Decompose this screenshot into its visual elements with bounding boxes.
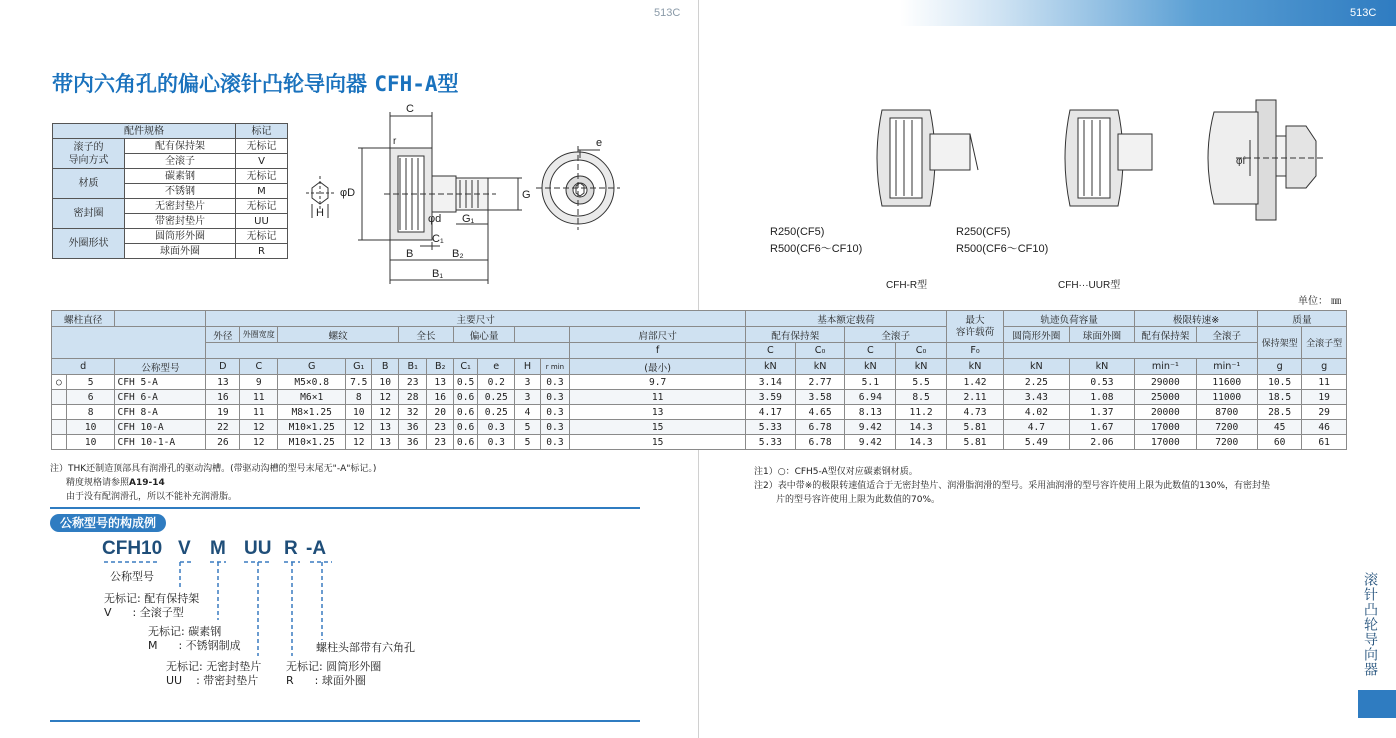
th-mass: 质量 — [1257, 311, 1346, 327]
table-cell: 4.73 — [946, 405, 1003, 420]
table-cell: 0.3 — [478, 420, 515, 435]
table-cell: 7200 — [1196, 420, 1257, 435]
table-cell: 0.3 — [478, 435, 515, 450]
table-cell: 3.43 — [1004, 390, 1070, 405]
table-cell: 32 — [398, 405, 427, 420]
variant-a-note1: R250(CF5) — [770, 226, 825, 238]
table-cell: 8 — [66, 405, 115, 420]
variant-b-note2: R500(CF6～CF10) — [956, 243, 1049, 255]
table-cell: 0.25 — [478, 390, 515, 405]
table-cell: 60 — [1257, 435, 1301, 450]
code-part-v: V — [178, 538, 191, 559]
spec-group-shape: 外圈形状 — [53, 229, 125, 259]
table-cell: 13 — [206, 375, 240, 390]
table-cell: 23 — [427, 435, 453, 450]
table-cell: 11 — [240, 405, 278, 420]
table-cell: 1.08 — [1069, 390, 1135, 405]
spec-group-seal: 密封圈 — [53, 199, 125, 229]
note-left-2-text: 精度规格请参照 — [66, 478, 130, 488]
spec-cell: 圆筒形外圈 — [125, 229, 236, 244]
table-cell: 12 — [372, 390, 398, 405]
th-C: C — [240, 359, 278, 375]
th-u-kn1: kN — [745, 359, 795, 375]
table-row — [52, 405, 1347, 420]
table-cell: 5 — [515, 435, 540, 450]
table-cell: 11 — [1302, 375, 1347, 390]
th-empty2 — [515, 327, 570, 343]
spec-cell: 无标记 — [236, 139, 288, 154]
spec-cell: UU — [236, 214, 288, 229]
spec-cell: M — [236, 184, 288, 199]
spec-table — [52, 123, 288, 259]
table-cell: 4 — [515, 405, 540, 420]
variant-b-caption: CFH···UUR型 — [1058, 280, 1121, 291]
spec-cell: 无标记 — [236, 199, 288, 214]
table-cell: 45 — [1257, 420, 1301, 435]
section-rule-top — [50, 507, 640, 509]
th-max-load: 最大 容许载荷 — [946, 311, 1003, 343]
label-material-b: M : 不锈钢制成 — [148, 639, 241, 652]
table-cell: 6.94 — [845, 390, 896, 405]
table-cell: 26 — [206, 435, 240, 450]
table-cell: 11000 — [1196, 390, 1257, 405]
table-cell: 5.81 — [946, 420, 1003, 435]
spec-cell: 碳素钢 — [125, 169, 236, 184]
table-cell: 2.25 — [1004, 375, 1070, 390]
table-cell: 11600 — [1196, 375, 1257, 390]
table-cell: CFH 6-A — [115, 390, 206, 405]
table-cell: M6×1 — [278, 390, 346, 405]
label-seal-a: 无标记: 无密封垫片 — [166, 660, 262, 673]
th-empty4 — [1004, 343, 1258, 359]
th-u-g1: g — [1257, 359, 1301, 375]
spec-cell: V — [236, 154, 288, 169]
th-G: G — [278, 359, 346, 375]
dim-c: C — [406, 103, 414, 115]
table-cell: 7200 — [1196, 435, 1257, 450]
th-blank — [115, 311, 206, 327]
table-cell: 1.67 — [1069, 420, 1135, 435]
note-right-2: 注2）表中带※的极限转速值适合于无密封垫片、润滑脂润滑的型号。采用油润滑的型号容许使用上限为此数值的130%，有密封垫 — [754, 481, 1271, 491]
table-cell: 20000 — [1135, 405, 1196, 420]
section-rule-bottom — [50, 720, 640, 722]
title-latin: CFH-A型 — [374, 72, 459, 96]
th-sph: 球面外圈 — [1069, 327, 1135, 343]
table-cell: 0.6 — [453, 435, 477, 450]
th-speed: 极限转速※ — [1135, 311, 1258, 327]
th-m-full: 全滚子型 — [1302, 327, 1347, 359]
table-cell — [52, 405, 67, 420]
table-cell: 23 — [398, 375, 427, 390]
th-f-note: (最小) — [570, 359, 746, 375]
code-part-uu: UU — [244, 538, 272, 559]
table-cell: 8700 — [1196, 405, 1257, 420]
th-d: d — [52, 359, 115, 375]
table-cell: 25000 — [1135, 390, 1196, 405]
th-u-kn3: kN — [845, 359, 896, 375]
note-left-3: 由于没有配润滑孔，所以不能补充润滑脂。 — [66, 492, 238, 502]
label-hex: 螺柱头部带有六角孔 — [316, 641, 415, 654]
table-cell: 5.33 — [745, 435, 795, 450]
table-cell: 28 — [398, 390, 427, 405]
table-cell: 5 — [515, 420, 540, 435]
spec-cell: 带密封垫片 — [125, 214, 236, 229]
th-ecc: 偏心量 — [453, 327, 514, 343]
spec-cell: 无标记 — [236, 169, 288, 184]
note-left-2-ref[interactable]: A19-14 — [129, 478, 165, 488]
table-cell: 2.77 — [795, 375, 845, 390]
table-cell: 19 — [206, 405, 240, 420]
dimension-table — [51, 310, 1347, 450]
th-cage: 配有保持架 — [745, 327, 844, 343]
table-cell: 20 — [427, 405, 453, 420]
variant-drawings — [860, 96, 1160, 226]
spec-cell: 全滚子 — [125, 154, 236, 169]
spec-header-mark: 标记 — [236, 124, 288, 139]
notes-right — [754, 465, 1270, 507]
spec-cell: 无密封垫片 — [125, 199, 236, 214]
side-chapter-tab[interactable] — [1358, 690, 1396, 718]
variant-a-caption: CFH-R型 — [886, 280, 928, 291]
table-cell: 28.5 — [1257, 405, 1301, 420]
table-row — [52, 435, 1347, 450]
table-cell: 3 — [515, 375, 540, 390]
th-model: 公称型号 — [115, 359, 206, 375]
table-row — [52, 375, 1347, 390]
table-row — [52, 420, 1347, 435]
variant-b-note1: R250(CF5) — [956, 226, 1011, 238]
table-cell: 4.02 — [1004, 405, 1070, 420]
code-part-r: R — [284, 538, 298, 559]
notes-left — [50, 462, 376, 504]
table-cell: 5.49 — [1004, 435, 1070, 450]
table-cell: 13 — [570, 405, 746, 420]
th-rmin: r min — [540, 359, 570, 375]
table-cell: 12 — [240, 435, 278, 450]
th-f: f — [570, 343, 746, 359]
th-u-kn2: kN — [795, 359, 845, 375]
th-thread: 螺纹 — [278, 327, 399, 343]
dim-phid: φd — [428, 213, 442, 225]
table-cell: 10.5 — [1257, 375, 1301, 390]
table-cell: 0.3 — [540, 405, 570, 420]
dimension-drawing — [300, 100, 640, 290]
table-cell: 0.5 — [453, 375, 477, 390]
table-cell: 5.33 — [745, 420, 795, 435]
table-cell: 9 — [240, 375, 278, 390]
th-u-min1: min⁻¹ — [1135, 359, 1196, 375]
table-cell: 3.59 — [745, 390, 795, 405]
label-material-a: 无标记: 碳素钢 — [148, 625, 222, 638]
table-cell: 9.42 — [845, 435, 896, 450]
table-cell: 10 — [66, 435, 115, 450]
table-cell: 2.06 — [1069, 435, 1135, 450]
note-right-3: 片的型号容许使用上限为此数值的70%。 — [776, 495, 941, 505]
table-cell: 0.6 — [453, 420, 477, 435]
table-cell: CFH 5-A — [115, 375, 206, 390]
note-right-1: 注1）○：CFH5-A型仅对应碳素钢材质。 — [754, 467, 918, 477]
table-cell: 12 — [346, 420, 372, 435]
spec-cell: R — [236, 244, 288, 259]
table-cell: M10×1.25 — [278, 420, 346, 435]
table-cell: M10×1.25 — [278, 435, 346, 450]
table-cell: 5.5 — [896, 375, 947, 390]
note-left-2 — [50, 476, 376, 490]
th-B2: B₂ — [427, 359, 453, 375]
spec-group-material: 材质 — [53, 169, 125, 199]
spec-group-guide: 滚子的 导向方式 — [53, 139, 125, 169]
th-total-len: 全长 — [398, 327, 453, 343]
dim-phiD: φD — [340, 187, 356, 199]
table-cell: 15 — [570, 420, 746, 435]
composition-heading: 公称型号的构成例 — [50, 514, 166, 532]
table-cell: 0.2 — [478, 375, 515, 390]
table-cell: 8.13 — [845, 405, 896, 420]
table-cell: 10 — [372, 375, 398, 390]
table-cell: 12 — [346, 435, 372, 450]
th-cyl: 圆筒形外圈 — [1004, 327, 1070, 343]
th-u-g2: g — [1302, 359, 1347, 375]
th-shoulder: 肩部尺寸 — [570, 327, 746, 343]
table-cell: 8 — [346, 390, 372, 405]
table-cell: 16 — [427, 390, 453, 405]
th-empty3 — [206, 343, 570, 359]
th-sp-full: 全滚子 — [1196, 327, 1257, 343]
code-part-m: M — [210, 538, 226, 559]
th-H: H — [515, 359, 540, 375]
table-cell: 11 — [570, 390, 746, 405]
th-cd2: C — [845, 343, 896, 359]
table-cell: 61 — [1302, 435, 1347, 450]
dim-h: H — [316, 207, 324, 219]
table-cell: 1.37 — [1069, 405, 1135, 420]
table-cell: 19 — [1302, 390, 1347, 405]
th-cd: C — [745, 343, 795, 359]
table-cell: 10 — [346, 405, 372, 420]
table-cell: 17000 — [1135, 420, 1196, 435]
table-cell: 0.3 — [540, 420, 570, 435]
th-c02: C₀ — [896, 343, 947, 359]
table-cell: 0.53 — [1069, 375, 1135, 390]
th-e: e — [478, 359, 515, 375]
table-cell: M8×1.25 — [278, 405, 346, 420]
th-full: 全滚子 — [845, 327, 947, 343]
table-row — [52, 390, 1347, 405]
page-title — [52, 68, 459, 98]
table-cell: 0.6 — [453, 390, 477, 405]
dim-r: r — [393, 136, 397, 147]
th-m-cage: 保持架型 — [1257, 327, 1301, 359]
table-cell: 6 — [66, 390, 115, 405]
table-cell: 17000 — [1135, 435, 1196, 450]
table-cell: 4.17 — [745, 405, 795, 420]
table-cell: M5×0.8 — [278, 375, 346, 390]
table-cell: 36 — [398, 435, 427, 450]
label-shape-b: R : 球面外圈 — [286, 674, 366, 687]
dim-g1: G₁ — [462, 213, 475, 225]
th-C1: C₁ — [453, 359, 477, 375]
title-cjk: 带内六角孔的偏心滚针凸轮导向器 — [52, 72, 367, 96]
table-cell: 14.3 — [896, 435, 947, 450]
table-cell: 5.1 — [845, 375, 896, 390]
table-cell: ○ — [52, 375, 67, 390]
table-cell: 10 — [66, 420, 115, 435]
th-sp-cage: 配有保持架 — [1135, 327, 1196, 343]
th-D: D — [206, 359, 240, 375]
table-cell: 46 — [1302, 420, 1347, 435]
table-cell: 14.3 — [896, 420, 947, 435]
table-cell: 3.14 — [745, 375, 795, 390]
table-cell: 12 — [240, 420, 278, 435]
dim-phif: φf — [1236, 156, 1246, 167]
table-cell: 9.7 — [570, 375, 746, 390]
dim-g: G — [522, 189, 531, 201]
table-cell: 6.78 — [795, 420, 845, 435]
spec-cell: 不锈钢 — [125, 184, 236, 199]
th-outer-dia: 外径 — [206, 327, 240, 343]
th-G1: G₁ — [346, 359, 372, 375]
table-cell: 12 — [372, 405, 398, 420]
table-cell: 16 — [206, 390, 240, 405]
table-cell: 5 — [66, 375, 115, 390]
th-B1: B₁ — [398, 359, 427, 375]
th-u-kn7: kN — [1069, 359, 1135, 375]
spec-cell: 球面外圈 — [125, 244, 236, 259]
dim-c1: C₁ — [432, 233, 444, 245]
top-color-bar — [900, 0, 1396, 26]
table-cell — [52, 390, 67, 405]
table-cell: 13 — [372, 435, 398, 450]
table-cell: CFH 10-1-A — [115, 435, 206, 450]
mounting-drawing — [1196, 96, 1336, 226]
th-empty — [52, 327, 206, 359]
th-u-kn4: kN — [896, 359, 947, 375]
left-page-number: 513C — [654, 7, 681, 19]
table-cell: 2.11 — [946, 390, 1003, 405]
table-cell: 15 — [570, 435, 746, 450]
right-page-number: 513C — [1350, 7, 1377, 19]
table-cell: 6.78 — [795, 435, 845, 450]
table-cell: 0.3 — [540, 390, 570, 405]
note-left-1: 注）THK还制造顶部具有润滑孔的驱动沟槽。(带驱动沟槽的型号末尾无"-A"标记。) — [50, 464, 377, 474]
th-f0: F₀ — [946, 343, 1003, 359]
table-cell: 4.7 — [1004, 420, 1070, 435]
spec-header-spec: 配件规格 — [53, 124, 236, 139]
table-cell: 23 — [427, 420, 453, 435]
table-cell: 3 — [515, 390, 540, 405]
label-model: 公称型号 — [110, 570, 154, 583]
unit-label: 单位： ㎜ — [1298, 296, 1342, 307]
label-guide-a: 无标记: 配有保持架 — [104, 592, 200, 605]
th-u-kn6: kN — [1004, 359, 1070, 375]
table-cell: 18.5 — [1257, 390, 1301, 405]
label-seal-b: UU : 带密封垫片 — [166, 674, 259, 687]
table-cell: 7.5 — [346, 375, 372, 390]
dim-b1: B₁ — [432, 268, 444, 280]
label-shape-a: 无标记: 圆筒形外圈 — [286, 660, 382, 673]
th-basic-load: 基本额定载荷 — [745, 311, 946, 327]
table-cell: 11 — [240, 390, 278, 405]
table-cell: 13 — [372, 420, 398, 435]
dim-e: e — [596, 137, 603, 149]
table-cell: CFH 10-A — [115, 420, 206, 435]
dim-b: B — [406, 248, 414, 260]
table-cell: 22 — [206, 420, 240, 435]
table-cell: 29 — [1302, 405, 1347, 420]
table-cell: CFH 8-A — [115, 405, 206, 420]
th-c0: C₀ — [795, 343, 845, 359]
table-cell: 3.58 — [795, 390, 845, 405]
table-cell — [52, 435, 67, 450]
code-part-base: CFH10 — [102, 538, 163, 559]
th-main-dims: 主要尺寸 — [206, 311, 746, 327]
dimension-table-body — [52, 375, 1347, 450]
code-part-a: -A — [306, 538, 327, 559]
variant-a-note2: R500(CF6～CF10) — [770, 243, 863, 255]
table-cell — [52, 420, 67, 435]
th-outer-width: 外圈宽度 — [240, 327, 278, 343]
table-cell: 5.81 — [946, 435, 1003, 450]
table-cell: 0.3 — [540, 375, 570, 390]
side-chapter-label: 滚针凸轮导向器 — [1362, 572, 1378, 677]
table-cell: 8.5 — [896, 390, 947, 405]
th-track-load: 轨迹负荷容量 — [1004, 311, 1135, 327]
th-u-kn5: kN — [946, 359, 1003, 375]
table-cell: 29000 — [1135, 375, 1196, 390]
spec-cell: 无标记 — [236, 229, 288, 244]
table-cell: 1.42 — [946, 375, 1003, 390]
dim-b2: B₂ — [452, 248, 464, 260]
table-cell: 36 — [398, 420, 427, 435]
th-thread-dia: 螺柱直径 — [52, 311, 115, 327]
table-cell: 0.6 — [453, 405, 477, 420]
label-guide-b: V : 全滚子型 — [104, 606, 184, 619]
table-cell: 11.2 — [896, 405, 947, 420]
table-cell: 0.3 — [540, 435, 570, 450]
table-cell: 0.25 — [478, 405, 515, 420]
spec-cell: 配有保持架 — [125, 139, 236, 154]
th-u-min2: min⁻¹ — [1196, 359, 1257, 375]
table-cell: 9.42 — [845, 420, 896, 435]
th-B: B — [372, 359, 398, 375]
table-cell: 13 — [427, 375, 453, 390]
table-cell: 4.65 — [795, 405, 845, 420]
